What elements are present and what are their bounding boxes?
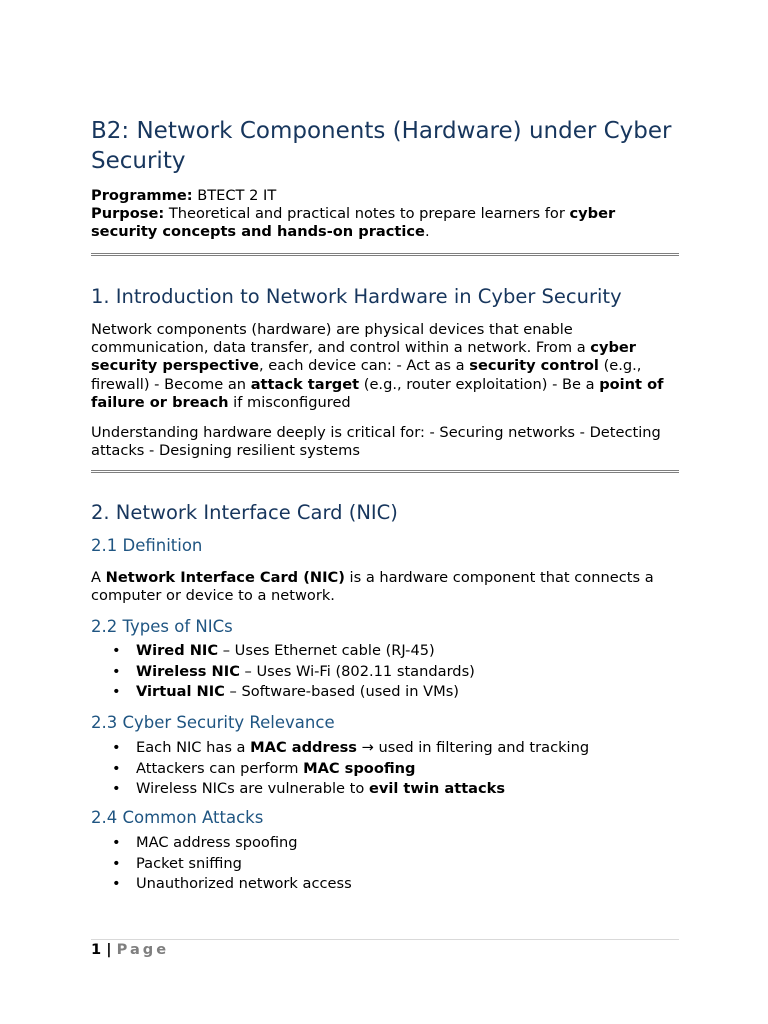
bullet: •	[112, 834, 121, 851]
list-item	[91, 779, 679, 800]
bullet: •	[112, 780, 121, 797]
intro-bold-1: cyber security perspective	[91, 339, 637, 375]
list-item-text: – Uses Ethernet cable (RJ-45)	[218, 642, 435, 659]
list-item-bold: MAC address	[250, 739, 357, 756]
section-heading-introduction: 1. Introduction to Network Hardware in Cyber Security	[91, 285, 622, 308]
document-title: B2: Network Components (Hardware) under Cyber Security	[91, 118, 672, 174]
list-item	[91, 738, 679, 759]
list-item-text: Wireless NICs are vulnerable to	[136, 780, 369, 797]
document-meta	[91, 187, 679, 241]
section-divider	[91, 253, 679, 256]
list-item-text: Attackers can perform	[136, 759, 304, 777]
bullet: •	[112, 875, 121, 892]
bullet: •	[112, 854, 121, 872]
purpose-bold: cyber security concepts and hands-on practice	[91, 205, 616, 240]
definition-text-1: A	[91, 569, 106, 586]
intro-bold-2: security control	[469, 357, 599, 375]
intro-bold-4: point of failure or breach	[91, 375, 664, 411]
programme-label: Programme:	[91, 187, 193, 204]
list-item-bold: Wireless NIC	[136, 662, 240, 680]
programme-value: BTECT 2 IT	[192, 187, 277, 204]
footer-separator: |	[101, 941, 117, 958]
list-item-bold: MAC spoofing	[303, 759, 416, 777]
purpose-end: .	[424, 223, 430, 240]
bullet: •	[112, 662, 121, 680]
list-item-text: – Software-based (used in VMs)	[224, 683, 459, 700]
bullet: •	[112, 683, 121, 700]
list-item-text: Each NIC has a	[136, 739, 251, 756]
relevance-list	[91, 738, 679, 800]
intro-text-1: Network components (hardware) are physical devices that enable communication, data transfer, and control within a network. From a	[91, 321, 591, 357]
list-item-text: – Uses Wi-Fi (802.11 standards)	[239, 662, 475, 680]
list-item-bold: evil twin attacks	[368, 780, 506, 797]
intro-paragraph	[91, 321, 679, 412]
list-item-text: MAC address spoofing	[136, 834, 298, 851]
bullet: •	[112, 739, 121, 756]
intro-bold-3: attack target	[250, 375, 360, 393]
list-item-bold: Virtual NIC	[136, 683, 225, 700]
list-item-text: Packet sniffing	[136, 854, 242, 872]
subheading-relevance: 2.3 Cyber Security Relevance	[91, 713, 335, 732]
intro-text-3: (e.g., firewall) - Become an	[91, 357, 642, 393]
section-divider	[91, 470, 679, 473]
page-footer	[91, 941, 169, 959]
list-item-text: Unauthorized network access	[136, 875, 352, 892]
section-heading-nic: 2. Network Interface Card (NIC)	[91, 501, 398, 524]
intro-text-5: if misconfigured	[228, 393, 351, 411]
document-page	[91, 0, 679, 1024]
list-item	[91, 874, 679, 895]
purpose-label: Purpose:	[91, 205, 165, 222]
subheading-attacks: 2.4 Common Attacks	[91, 808, 264, 827]
purpose-text: Theoretical and practical notes to prepare learners for	[164, 205, 570, 222]
subheading-types: 2.2 Types of NICs	[91, 617, 233, 636]
list-item	[91, 833, 679, 854]
list-item	[91, 854, 679, 875]
types-list	[91, 641, 679, 703]
definition-text-2: is a hardware component that connects a computer or device to a network.	[91, 569, 654, 605]
definition-paragraph	[91, 569, 679, 605]
page-number: 1	[91, 941, 102, 958]
page-word: Page	[116, 941, 170, 958]
intro-understanding-paragraph: Understanding hardware deeply is critical for: - Securing networks - Detecting attacks - Designing resilient systems	[91, 424, 661, 460]
list-item	[91, 682, 679, 703]
list-item	[91, 641, 679, 662]
attacks-list	[91, 833, 679, 895]
definition-bold: Network Interface Card (NIC)	[105, 569, 345, 586]
bullet: •	[112, 642, 121, 659]
intro-text-4: (e.g., router exploitation) - Be a	[359, 375, 600, 393]
footer-divider	[91, 939, 679, 940]
subheading-definition: 2.1 Definition	[91, 536, 203, 555]
list-item-text: → used in filtering and tracking	[356, 739, 590, 756]
bullet: •	[112, 759, 121, 777]
list-item	[91, 662, 679, 683]
purpose-line	[91, 205, 679, 241]
programme-line	[91, 187, 679, 205]
intro-text-2: , each device can: - Act as a	[259, 357, 470, 375]
list-item	[91, 759, 679, 780]
list-item-bold: Wired NIC	[136, 642, 219, 659]
